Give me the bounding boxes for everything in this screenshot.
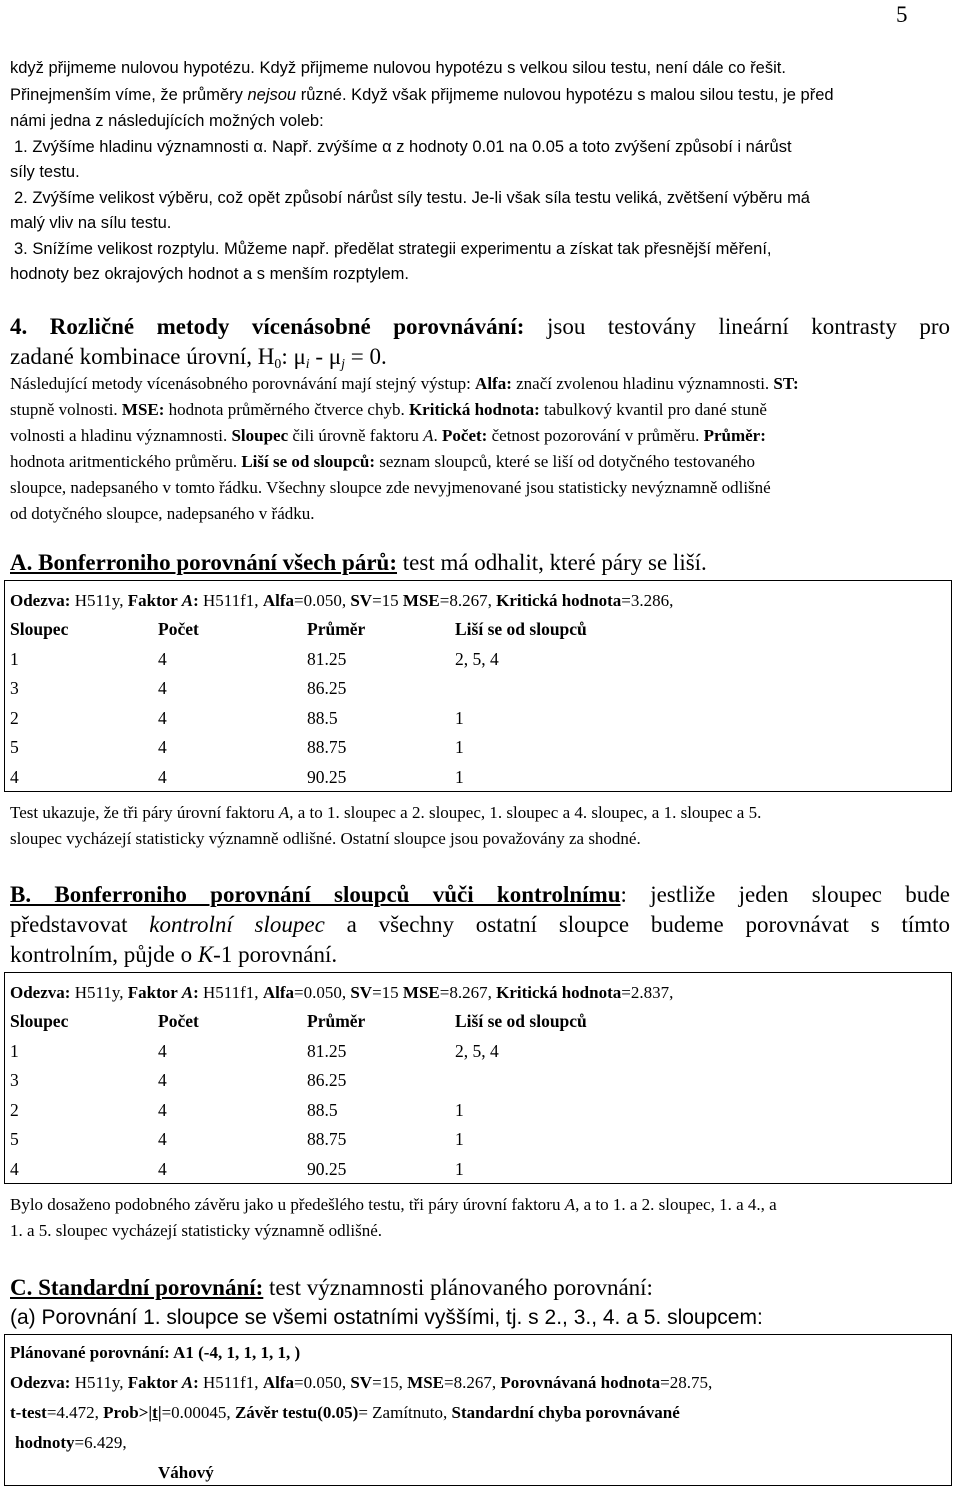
page-number: 5 — [896, 2, 908, 27]
table-cell: 4 — [158, 766, 167, 787]
column-header: Počet — [158, 1011, 199, 1031]
table-cell: 90.25 — [307, 766, 347, 787]
column-header: Liší se od sloupců — [455, 1011, 587, 1031]
table-cell — [455, 674, 587, 704]
option-2-line-1: 2. Zvýšíme velikost výběru, což opět způsobí nárůst síly testu. Je-li však síla testu veliká, zvětšení výběru má — [14, 189, 810, 207]
table-cell: 2 — [10, 1099, 19, 1120]
table-row — [10, 733, 587, 763]
weights-column-header: Váhový — [158, 1463, 214, 1482]
section-b-result-header: Odezva: H511y, Faktor A: H511f1, Alfa=0.050, SV=15 MSE=8.267, Kritická hodnota=2.837, — [10, 983, 674, 1002]
section-a-result-header: Odezva: H511y, Faktor A: H511f1, Alfa=0.050, SV=15 MSE=8.267, Kritická hodnota=3.286, — [10, 591, 674, 610]
section-b-conclusion-line-2: 1. a 5. sloupec vycházejí statisticky významně odlišné. — [10, 1221, 383, 1240]
table-row — [10, 1155, 587, 1185]
table-cell: 86.25 — [307, 678, 347, 698]
section-4-para-line-5: sloupce, nadepsaného v tomto řádku. Všechny sloupce zde nevyjmenované jsou statisticky nevýznamně odlišné — [10, 478, 771, 497]
table-cell: 90.25 — [307, 1158, 347, 1179]
table-header-row — [10, 615, 587, 645]
table-cell: 1 — [455, 1099, 464, 1120]
section-4-para-line-3: volnosti a hladinu významnosti. Sloupec čili úrovně faktoru A. Počet: četnost pozorování v průměru. Průměr: — [10, 426, 766, 445]
table-cell: 2, 5, 4 — [455, 1040, 499, 1061]
table-cell: 4 — [158, 707, 167, 728]
section-4-para-line-6: od dotyčného sloupce, nadepsaného v řádku. — [10, 504, 315, 523]
emphasis-nejsou: nejsou — [247, 86, 297, 104]
planned-comparison-label: Plánované porovnání: A1 (-4, 1, 1, 1, 1, ) — [10, 1343, 301, 1362]
option-2-line-2: malý vliv na sílu testu. — [10, 214, 172, 232]
section-4-para-line-4: hodnota aritmentického průměru. Liší se od sloupců: seznam sloupců, které se liší od dotyčného testovaného — [10, 452, 756, 471]
table-cell: 1 — [455, 707, 464, 728]
section-b-heading-line-3: kontrolním, půjde o K-1 porovnání. — [10, 942, 338, 967]
table-row — [10, 1125, 587, 1155]
table-row — [10, 704, 587, 734]
option-1-line-1: 1. Zvýšíme hladinu významnosti α. Např. zvýšíme α z hodnoty 0.01 na 0.05 a toto zvýšení způsobí i nárůst — [14, 138, 792, 156]
section-a-conclusion-line-1: Test ukazuje, že tři páry úrovní faktoru A, a to 1. sloupec a 2. sloupec, 1. sloupec a 4. sloupec, a 1. sloupec a 5. — [10, 803, 762, 822]
table-cell — [455, 1066, 587, 1096]
intro-line-2: Přinejmenším víme, že průměry nejsou různé. Když však přijmeme nulovou hypotézu s malou silou testu, je před — [10, 86, 834, 104]
table-row — [10, 763, 587, 793]
section-c-result-line-3: hodnoty=6.429, — [15, 1433, 127, 1452]
section-4-para-line-1: Následující metody vícenásobného porovnávání mají stejný výstup: Alfa: značí zvolenou hladinu významnosti. ST: — [10, 374, 799, 393]
table-cell: 4 — [158, 737, 167, 757]
section-c-heading: C. Standardní porovnání: test významnosti plánovaného porovnání: — [10, 1275, 653, 1300]
table-cell: 81.25 — [307, 1040, 347, 1061]
intro-line-1: když přijmeme nulovou hypotézu. Když přijmeme nulovou hypotézu s velkou silou testu, není dále co řešit. — [10, 59, 786, 77]
table-cell: 2, 5, 4 — [455, 648, 499, 669]
column-header: Průměr — [307, 1011, 366, 1031]
section-b-heading-line-2: představovat kontrolní sloupec a všechny ostatní sloupce budeme porovnávat s tímto — [10, 912, 950, 937]
table-cell: 1 — [10, 1040, 19, 1061]
table-cell: 5 — [10, 737, 19, 757]
option-1-line-2: síly testu. — [10, 163, 80, 181]
table-cell: 1 — [455, 737, 464, 757]
section-4-heading: 4. Rozličné metody vícenásobné porovnávání: jsou testovány lineární kontrasty pro — [10, 314, 950, 339]
table-cell: 4 — [158, 1158, 167, 1179]
column-header: Sloupec — [10, 1011, 69, 1031]
table-cell: 1 — [455, 1158, 464, 1179]
table-cell: 3 — [10, 1070, 19, 1090]
section-4-formula: zadané kombinace úrovní, $H_0$: $\mu_i - \mu_j = 0$. — [10, 344, 387, 371]
table-row — [10, 1066, 587, 1096]
table-cell: 81.25 — [307, 648, 347, 669]
section-4-para-line-2: stupně volnosti. MSE: hodnota průměrného čtverce chyb. Kritická hodnota: tabulkový kvantil pro dané stuně — [10, 400, 767, 419]
section-a-conclusion-line-2: sloupec vycházejí statisticky významně odlišné. Ostatní sloupce jsou považovány za shodné. — [10, 829, 641, 848]
option-3-line-1: 3. Snížíme velikost rozptylu. Můžeme např. předělat strategii experimentu a získat tak přesnější měření, — [14, 240, 772, 258]
table-cell: 4 — [158, 678, 167, 698]
section-b-conclusion-line-1: Bylo dosaženo podobného závěru jako u předešlého testu, tři páry úrovní faktoru A, a to 1. a 2. sloupec, 1. a 4., a — [10, 1195, 777, 1214]
table-cell: 4 — [158, 648, 167, 669]
table-cell: 2 — [10, 707, 19, 728]
table-cell: 4 — [158, 1099, 167, 1120]
table-cell: 4 — [158, 1040, 167, 1061]
table-row — [10, 1037, 587, 1067]
section-c-result-line-1: Odezva: H511y, Faktor A: H511f1, Alfa=0.050, SV=15, MSE=8.267, Porovnávaná hodnota=28.75, — [10, 1373, 713, 1392]
table-cell: 88.5 — [307, 1099, 338, 1120]
table-cell: 1 — [455, 1129, 464, 1149]
section-a-heading: A. Bonferroniho porovnání všech párů: test má odhalit, které páry se liší. — [10, 550, 707, 575]
table-row — [10, 1096, 587, 1126]
table-cell: 88.75 — [307, 737, 347, 757]
section-c-subheading: (a) Porovnání 1. sloupce se všemi ostatními vyššími, tj. s 2., 3., 4. a 5. sloupcem: — [10, 1306, 763, 1329]
table-header-row — [10, 1007, 587, 1037]
section-b-heading-line-1: B. Bonferroniho porovnání sloupců vůči kontrolnímu: jestliže jeden sloupec bude — [10, 882, 950, 907]
column-header: Počet — [158, 619, 199, 639]
table-cell: 88.5 — [307, 707, 338, 728]
section-c-result-line-2: t-test=4.472, Prob>|t|=0.00045, Závěr testu(0.05)= Zamítnuto, Standardní chyba porovnávané — [10, 1403, 680, 1422]
table-cell: 4 — [158, 1129, 167, 1149]
table-cell: 1 — [10, 648, 19, 669]
section-a-table — [10, 615, 587, 792]
table-cell: 4 — [158, 1070, 167, 1090]
table-row — [10, 674, 587, 704]
intro-line-3: námi jedna z následujících možných voleb: — [10, 112, 324, 130]
column-header: Průměr — [307, 619, 366, 639]
table-cell: 88.75 — [307, 1129, 347, 1149]
table-cell: 5 — [10, 1129, 19, 1149]
table-cell: 1 — [455, 766, 464, 787]
table-cell: 4 — [10, 1158, 19, 1179]
column-header: Liší se od sloupců — [455, 619, 587, 639]
section-b-table — [10, 1007, 587, 1184]
table-cell: 3 — [10, 678, 19, 698]
option-3-line-2: hodnoty bez okrajových hodnot a s menším rozptylem. — [10, 265, 409, 283]
table-cell: 86.25 — [307, 1070, 347, 1090]
table-cell: 4 — [10, 766, 19, 787]
table-row — [10, 645, 587, 675]
column-header: Sloupec — [10, 619, 69, 639]
